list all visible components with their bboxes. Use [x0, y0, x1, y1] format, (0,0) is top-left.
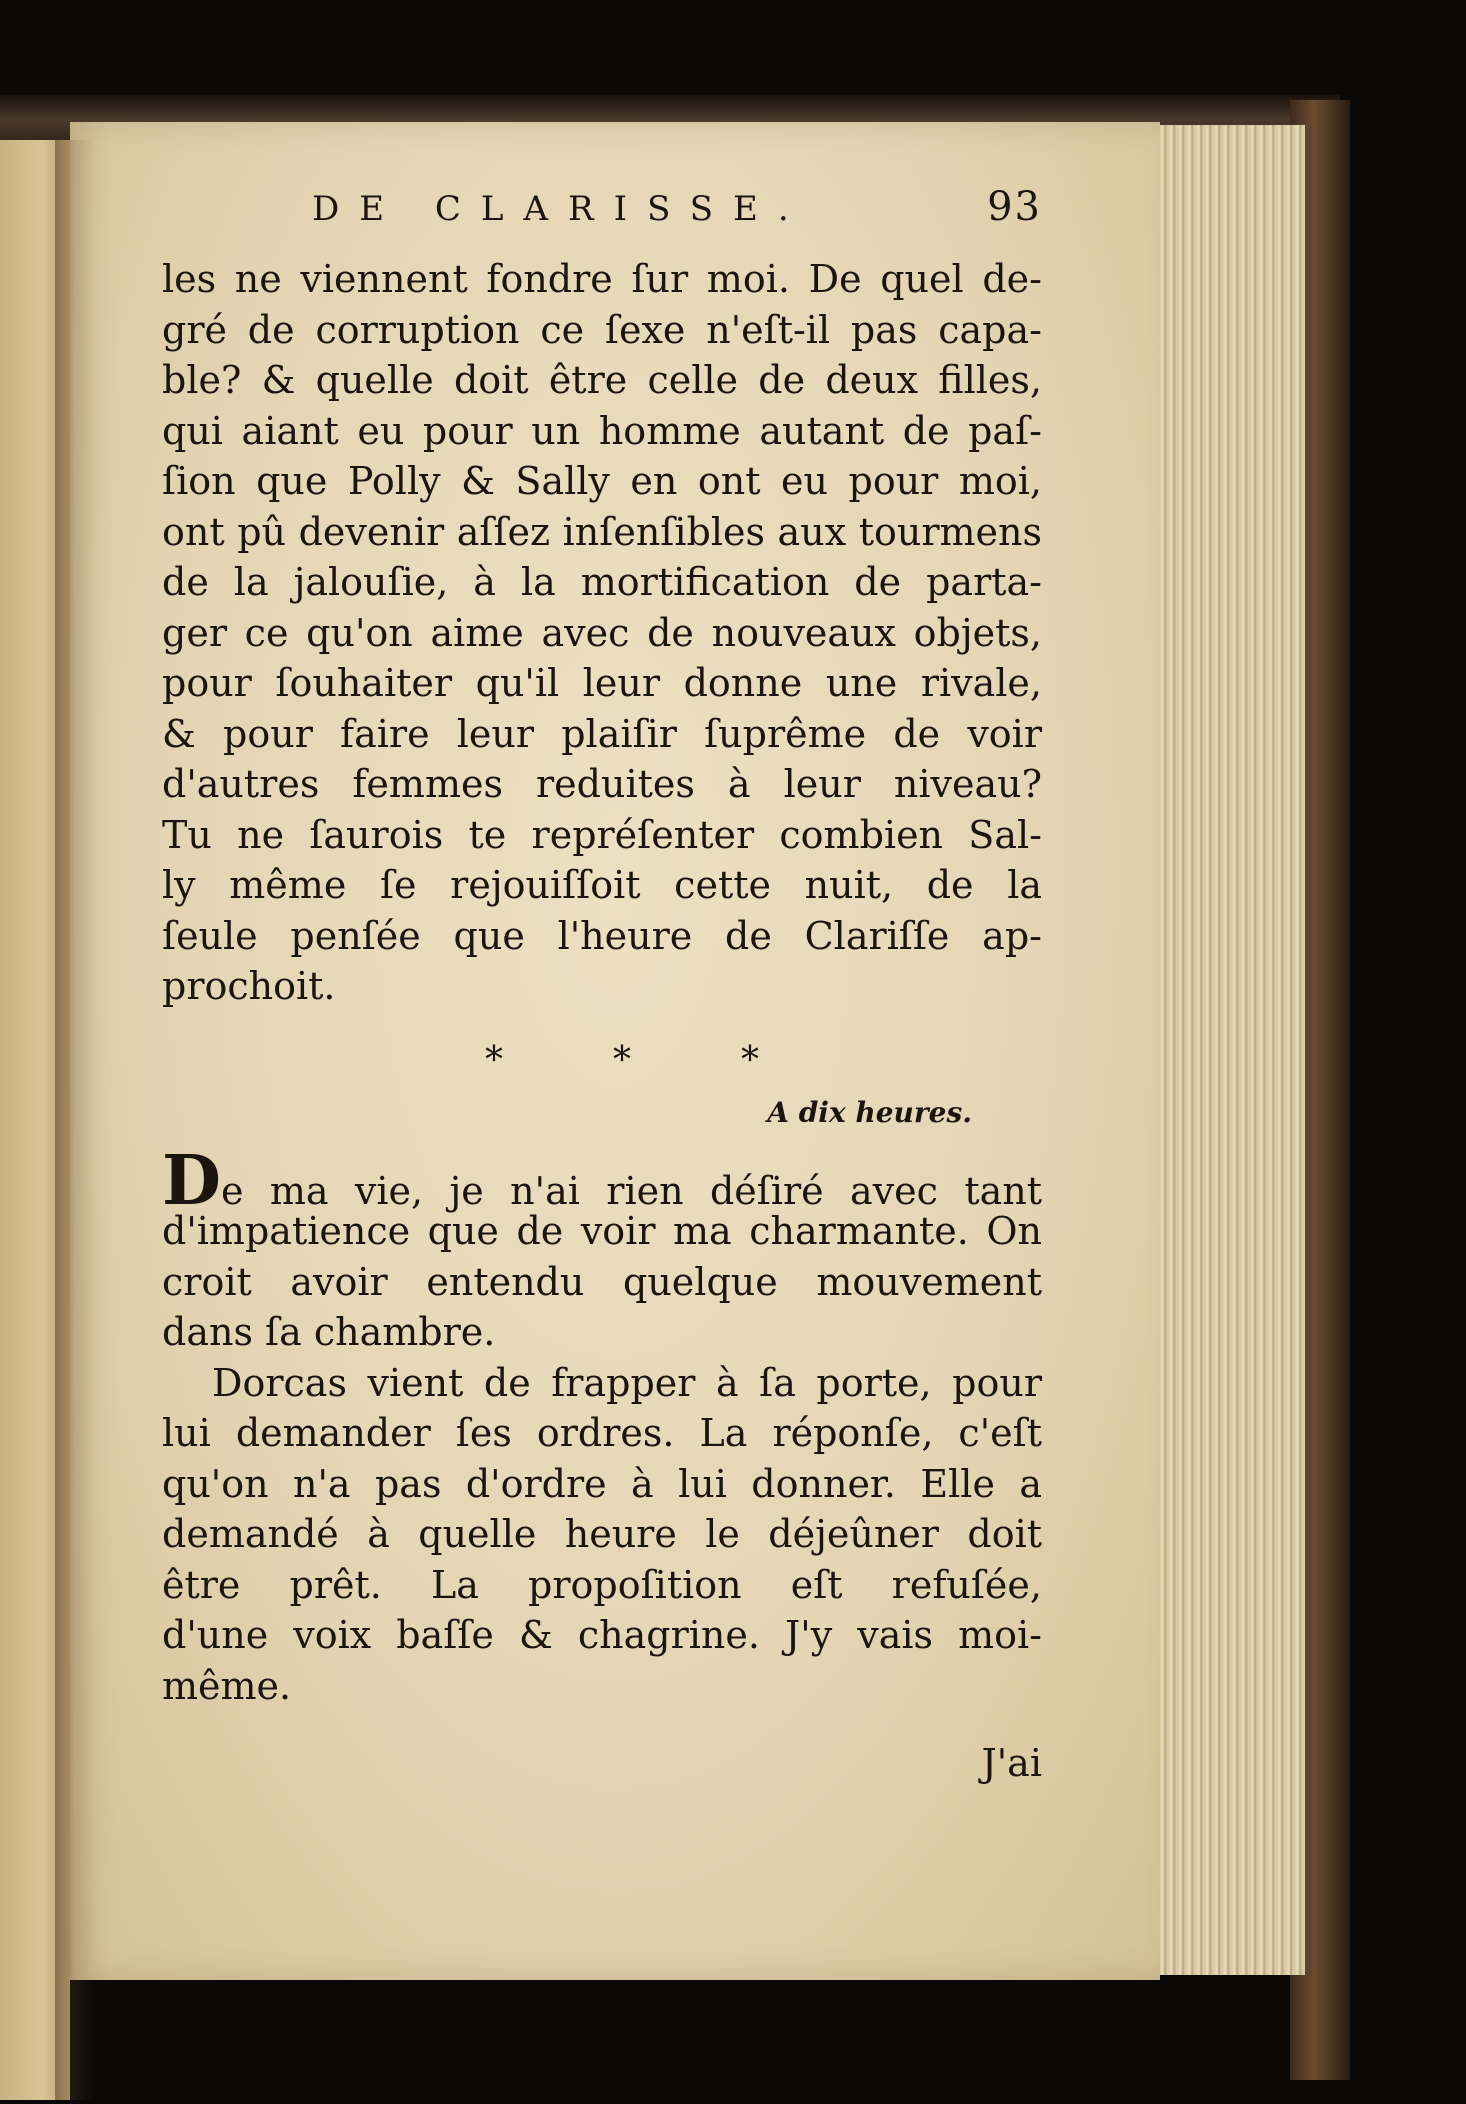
catchword: J'ai	[981, 1741, 1042, 1785]
running-head	[162, 184, 1042, 254]
dateline: A dix heures.	[767, 1095, 972, 1129]
text-line: Dorcas vient de frapper à ſa porte, pour	[212, 1360, 1042, 1405]
text-line: de la jalouſie, à la mortification de parta-	[162, 560, 1042, 604]
text-line: ſeule penſée que l'heure de Clariſſe ap-	[162, 913, 1042, 958]
page-gutter-shadow	[55, 140, 95, 2100]
text-line: & pour faire leur plaiſir ſuprême de voir	[162, 711, 1042, 756]
text-line: d'une voix baſſe & chagrine. J'y vais moi-	[162, 1613, 1042, 1657]
text-line: gré de corruption ce ſexe n'eſt-il pas capa-	[162, 307, 1042, 352]
asterisk-icon: *	[613, 1039, 631, 1081]
page-block-edges	[1150, 125, 1311, 1975]
text-line: ly même ſe rejouiſſoit cette nuit, de la	[162, 863, 1042, 907]
text-line: les ne viennent fondre ſur moi. De quel de-	[162, 257, 1042, 301]
text-line: d'impatience que de voir ma charmante. On	[162, 1209, 1042, 1253]
text-line: ble? & quelle doit être celle de deux filles,	[162, 358, 1042, 402]
text-line: qu'on n'a pas d'ordre à lui donner. Elle a	[162, 1461, 1042, 1506]
paragraph-1	[162, 254, 1042, 1012]
text-line: ſion que Polly & Sally en ont eu pour moi,	[162, 459, 1042, 503]
paragraph-3	[162, 1358, 1042, 1712]
text-line: ont pû devenir aſſez inſenſibles aux tourmens	[162, 509, 1042, 554]
text-line: dans ſa chambre.	[162, 1310, 496, 1354]
book-page	[70, 122, 1160, 1980]
text-line: pour ſouhaiter qu'il leur donne une rivale,	[162, 661, 1042, 705]
text-line: qui aiant eu pour un homme autant de paſ-	[162, 408, 1042, 453]
page-text	[162, 184, 1042, 1785]
text-line-with-dropcap	[162, 1140, 1042, 1221]
text-line: croit avoir entendu quelque mouvement	[162, 1259, 1042, 1304]
text-line: lui demander ſes ordres. La réponſe, c'eſt	[162, 1411, 1042, 1455]
running-head-title: DE CLARISSE.	[312, 189, 809, 229]
text-line: demandé à quelle heure le déjeûner doit	[162, 1512, 1042, 1556]
asterisk-icon: *	[485, 1039, 503, 1081]
text-line: d'autres femmes reduites à leur niveau?	[162, 762, 1042, 806]
page-number: 93	[987, 184, 1042, 230]
paragraph-2	[162, 1140, 1042, 1358]
drop-cap: D	[162, 1140, 221, 1221]
text-line: prochoit.	[162, 964, 336, 1008]
text-line: même.	[162, 1663, 292, 1708]
text-line-rest: e ma vie, je n'ai rien déſiré avec tant	[220, 1168, 1042, 1213]
asterisk-icon: *	[741, 1039, 759, 1081]
text-line: être prêt. La propoſition eſt refuſée,	[162, 1562, 1042, 1607]
section-separator	[162, 1040, 1042, 1096]
text-line: Tu ne ſaurois te repréſenter combien Sal-	[162, 812, 1042, 857]
text-line: ger ce qu'on aime avec de nouveaux objets,	[162, 610, 1042, 655]
